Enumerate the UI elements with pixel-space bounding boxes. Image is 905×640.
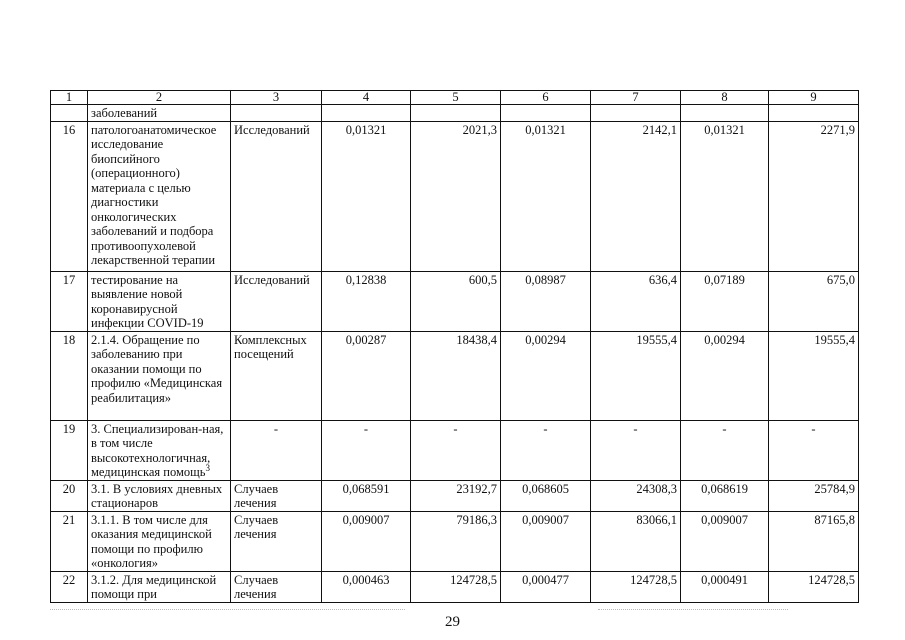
column-header: 8 — [681, 91, 769, 105]
value-cell: 124728,5 — [591, 571, 681, 602]
value-cell: - — [501, 420, 591, 480]
column-header: 5 — [411, 91, 501, 105]
name-cell: тестирование на выявление новой коронавирусной инфекции COVID-19 — [88, 271, 231, 331]
value-cell: 0,000491 — [681, 571, 769, 602]
value-cell — [681, 105, 769, 122]
row-number-cell: 17 — [51, 271, 88, 331]
column-header: 3 — [231, 91, 322, 105]
table-row — [51, 271, 859, 331]
column-header: 4 — [322, 91, 411, 105]
value-cell: 600,5 — [411, 271, 501, 331]
value-cell: - — [769, 420, 859, 480]
value-cell — [501, 105, 591, 122]
value-cell: - — [411, 420, 501, 480]
value-cell: 0,01321 — [501, 121, 591, 271]
value-cell: 25784,9 — [769, 480, 859, 511]
value-cell: 0,000463 — [322, 571, 411, 602]
column-header: 6 — [501, 91, 591, 105]
value-cell: 0,068619 — [681, 480, 769, 511]
row-number-cell: 18 — [51, 331, 88, 420]
value-cell — [769, 105, 859, 122]
page-number: 29 — [445, 614, 460, 630]
row-number-cell: 19 — [51, 420, 88, 480]
table-row — [51, 480, 859, 511]
table-row — [51, 420, 859, 480]
footer-divider — [50, 609, 405, 610]
name-text: 3. Специализирован-ная, в том числе высокотехнологичная, медицинская помощь — [91, 421, 224, 479]
unit-cell — [231, 105, 322, 122]
column-header: 1 — [51, 91, 88, 105]
table-row — [51, 511, 859, 571]
value-cell: 2271,9 — [769, 121, 859, 271]
name-cell: 3.1.2. Для медицинской помощи при — [88, 571, 231, 602]
value-cell: - — [681, 420, 769, 480]
column-header: 9 — [769, 91, 859, 105]
value-cell: 24308,3 — [591, 480, 681, 511]
value-cell: 0,12838 — [322, 271, 411, 331]
unit-cell: Случаев лечения — [231, 480, 322, 511]
value-cell: 0,01321 — [322, 121, 411, 271]
row-number-cell — [51, 105, 88, 122]
value-cell: 675,0 — [769, 271, 859, 331]
name-cell: 3.1. В условиях дневных стационаров — [88, 480, 231, 511]
value-cell: - — [591, 420, 681, 480]
footnote-marker: 3 — [205, 462, 210, 473]
table-row — [51, 121, 859, 271]
table-row — [51, 331, 859, 420]
value-cell: 124728,5 — [411, 571, 501, 602]
value-cell: 87165,8 — [769, 511, 859, 571]
row-number-cell: 20 — [51, 480, 88, 511]
value-cell: - — [322, 420, 411, 480]
value-cell — [591, 105, 681, 122]
name-cell: 2.1.4. Обращение по заболеванию при оказании помощи по профилю «Медицинская реабилитация» — [88, 331, 231, 420]
value-cell: 0,068605 — [501, 480, 591, 511]
name-cell — [88, 420, 231, 480]
unit-cell: Случаев лечения — [231, 511, 322, 571]
value-cell: 18438,4 — [411, 331, 501, 420]
value-cell: 0,009007 — [501, 511, 591, 571]
column-header: 2 — [88, 91, 231, 105]
unit-cell: Исследований — [231, 121, 322, 271]
value-cell: 0,009007 — [681, 511, 769, 571]
column-header: 7 — [591, 91, 681, 105]
value-cell: 83066,1 — [591, 511, 681, 571]
table-row — [51, 571, 859, 602]
value-cell: 19555,4 — [769, 331, 859, 420]
footer-divider — [598, 609, 788, 610]
value-cell: 0,068591 — [322, 480, 411, 511]
value-cell: 19555,4 — [591, 331, 681, 420]
tariff-table — [50, 90, 859, 603]
value-cell: 0,00294 — [681, 331, 769, 420]
value-cell: 0,00294 — [501, 331, 591, 420]
value-cell: 0,01321 — [681, 121, 769, 271]
value-cell: 0,000477 — [501, 571, 591, 602]
name-cell: патологоанатомическое исследование биопсийного (операционного) материала с целью диагностики онкологических заболеваний и подбора противоопухолевой лекарственной терапии — [88, 121, 231, 271]
unit-cell: Исследований — [231, 271, 322, 331]
value-cell: 23192,7 — [411, 480, 501, 511]
row-number-cell: 21 — [51, 511, 88, 571]
value-cell: 124728,5 — [769, 571, 859, 602]
row-number-cell: 16 — [51, 121, 88, 271]
table-row-continuation — [51, 105, 859, 122]
row-number-cell: 22 — [51, 571, 88, 602]
value-cell: 2021,3 — [411, 121, 501, 271]
name-cell: 3.1.1. В том числе для оказания медицинской помощи по профилю «онкология» — [88, 511, 231, 571]
value-cell: 0,08987 — [501, 271, 591, 331]
unit-cell: Случаев лечения — [231, 571, 322, 602]
header-row — [51, 91, 859, 105]
value-cell: 0,00287 — [322, 331, 411, 420]
value-cell: 79186,3 — [411, 511, 501, 571]
value-cell: 636,4 — [591, 271, 681, 331]
unit-cell: - — [231, 420, 322, 480]
value-cell: 2142,1 — [591, 121, 681, 271]
value-cell: 0,07189 — [681, 271, 769, 331]
unit-cell: Комплексных посещений — [231, 331, 322, 420]
name-cell: заболеваний — [88, 105, 231, 122]
value-cell — [411, 105, 501, 122]
value-cell: 0,009007 — [322, 511, 411, 571]
value-cell — [322, 105, 411, 122]
